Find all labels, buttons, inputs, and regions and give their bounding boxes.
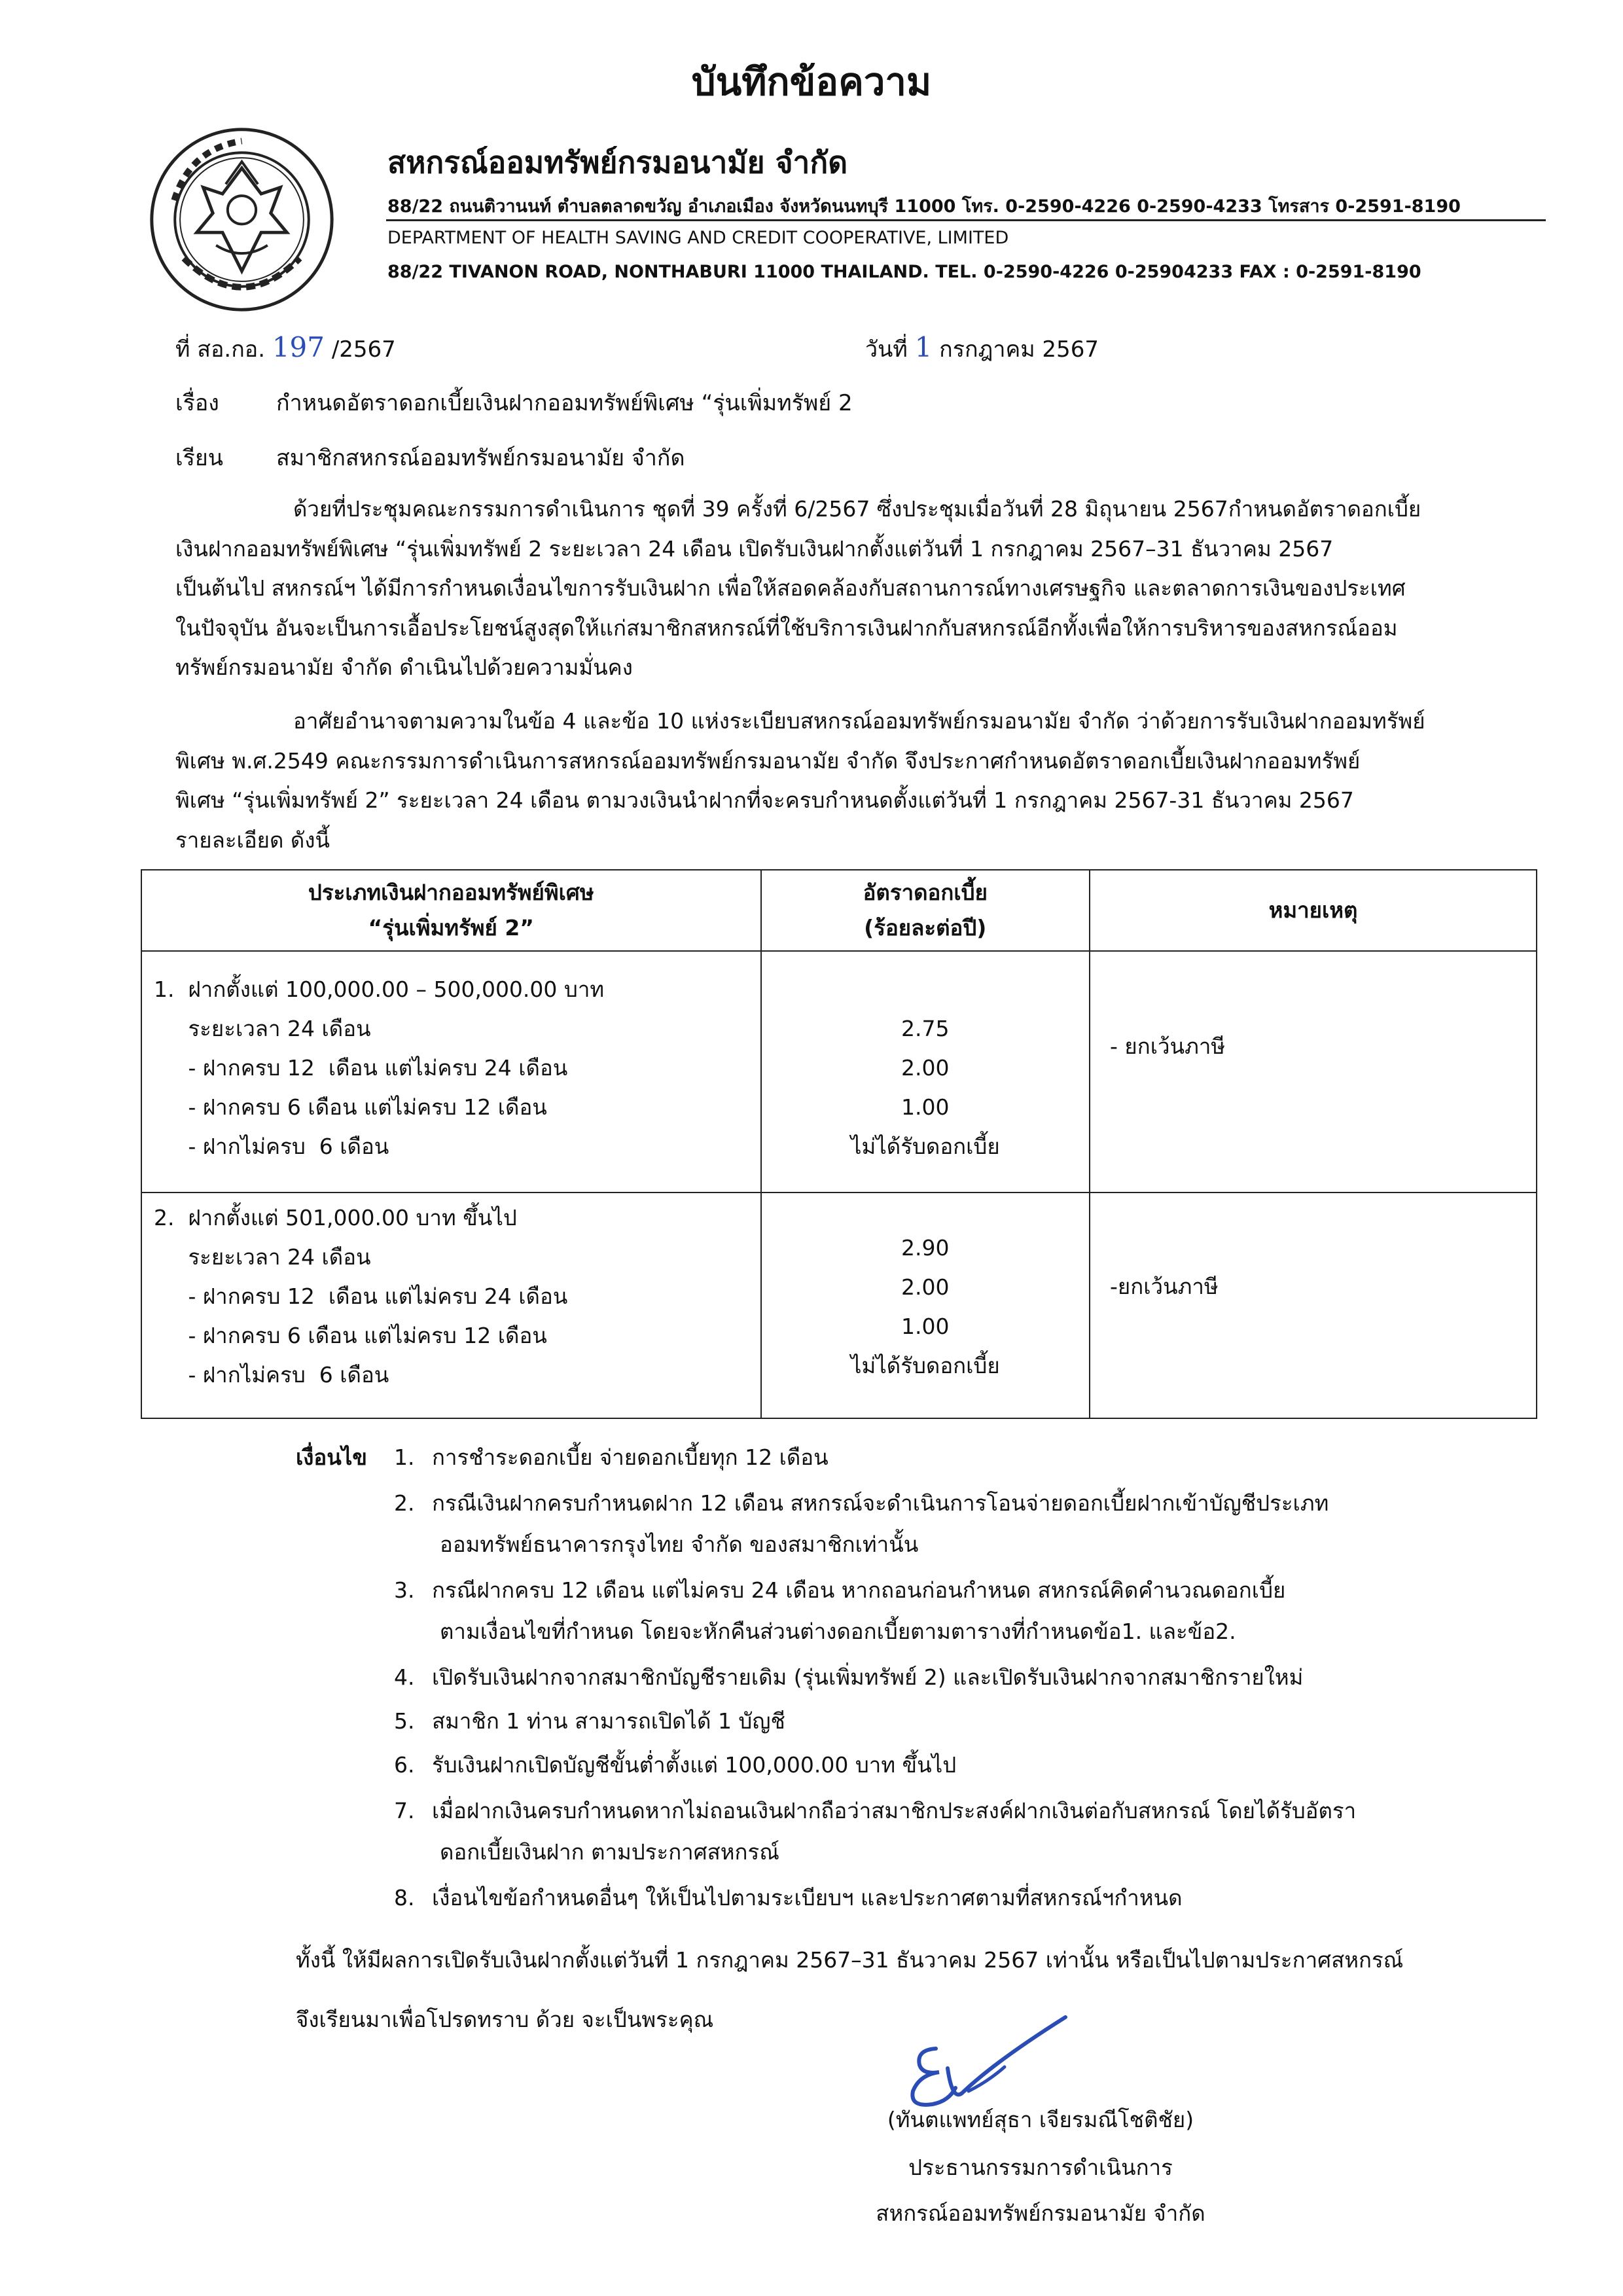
condition-text: ดอกเบี้ยเงินฝาก ตามประกาศสหกรณ์ [440,1839,779,1865]
deposit-line: ระยะเวลา 24 เดือน [154,1016,371,1041]
deposit-line: - ฝากไม่ครบ 6 เดือน [154,1134,389,1159]
condition-text: เปิดรับเงินฝากจากสมาชิกบัญชีรายเดิม (รุ่นเพิ่มทรัพย์ 2) และเปิดรับเงินฝากจากสมาชิกรายใหม่ [432,1664,1304,1690]
condition-text: การชำระดอกเบี้ย จ่ายดอกเบี้ยทุก 12 เดือน [432,1444,829,1470]
deposit-line: - ฝากครบ 12 เดือน แต่ไม่ครบ 24 เดือน [154,1055,568,1081]
rate-value: 2.00 [901,1274,950,1300]
doc-ref-suffix: /2567 [331,336,396,363]
condition-num: 1. [394,1444,415,1470]
tax-exempt-note: - ยกเว้นภาษี [1110,1033,1226,1059]
doc-date [865,331,1099,367]
paragraph-line: ในปัจจุบัน อันจะเป็นการเอื้อประโยชน์สูงสุดให้แก่สมาชิกสหกรณ์ที่ใช้บริการเงินฝากกับสหกรณ์อีกทั้งเพื่อให้การบริหารของสหกรณ์ออม [175,615,1398,641]
deposit-line: - ฝากครบ 6 เดือน แต่ไม่ครบ 12 เดือน [154,1322,547,1348]
tax-exempt-note: -ยกเว้นภาษี [1110,1273,1219,1299]
date-day-handwritten: 1 [914,331,933,363]
date-month-year: กรกฎาคม 2567 [939,336,1099,363]
cooperative-seal-icon [145,123,338,316]
signatory-org: สหกรณ์ออมทรัพย์กรมอนามัย จำกัด [876,2200,1205,2226]
paragraph-line: พิเศษ พ.ศ.2549 คณะกรรมการดำเนินการสหกรณ์ออมทรัพย์กรมอนามัย จำกัด จึงประกาศกำหนดอัตราดอกเบี้ยเงินฝากออมทรัพย์ [175,747,1361,774]
doc-ref-prefix: ที่ สอ.กอ. [175,336,266,363]
paragraph-1 [175,490,1533,688]
interest-rate-table [141,869,1537,1419]
condition-text: เงื่อนไขข้อกำหนดอื่นๆ ให้เป็นไปตามระเบียบฯ และประกาศตามที่สหกรณ์ฯกำหนด [432,1885,1183,1910]
condition-num: 8. [394,1885,415,1910]
deposit-type-cell [141,951,761,1193]
to-text: สมาชิกสหกรณ์ออมทรัพย์กรมอนามัย จำกัด [276,445,685,471]
paragraph-line: ทรัพย์กรมอนามัย จำกัด ดำเนินไปด้วยความมั่นคง [175,655,633,680]
condition-num: 6. [394,1752,415,1778]
paragraph-line: รายละเอียด ดังนี้ [175,827,330,853]
condition-num: 2. [394,1490,415,1516]
closing-statement: ทั้งนี้ ให้มีผลการเปิดรับเงินฝากตั้งแต่วันที่ 1 กรกฎาคม 2567–31 ธันวาคม 2567 เท่านั้น หรือเป็นไปตามประกาศสหกรณ์ [296,1947,1404,1973]
condition-num: 5. [394,1708,415,1734]
paragraph-line: ด้วยที่ประชุมคณะกรรมการดำเนินการ ชุดที่ 39 ครั้งที่ 6/2567 ซึ่งประชุมเมื่อวันที่ 28 มิถุนายน 2567กำหนดอัตราดอกเบี้ย [293,496,1421,522]
note-cell [1090,1193,1537,1418]
subject-text: กำหนดอัตราดอกเบี้ยเงินฝากออมทรัพย์พิเศษ “รุ่นเพิ่มทรัพย์ 2 [276,390,853,416]
header-divider [386,219,1546,221]
signatory-name: (ทันตแพทย์สุธา เจียรมณีโชติชัย) [887,2107,1194,2132]
condition-num: 4. [394,1664,415,1690]
rate-value: ไม่ได้รับดอกเบี้ย [850,1134,1000,1159]
condition-text: เมื่อฝากเงินครบกำหนดหากไม่ถอนเงินฝากถือว่าสมาชิกประสงค์ฝากเงินต่อกับสหกรณ์ โดยได้รับอัตรา [432,1798,1357,1823]
header-interest-rate [761,870,1090,951]
org-address-thai: 88/22 ถนนติวานนท์ ตำบลตลาดขวัญ อำเภอเมือง จังหวัดนนทบุรี 11000 โทร. 0-2590-4226 0-2590-4233 โทรสาร 0-2591-8190 [387,196,1461,217]
org-name-english: DEPARTMENT OF HEALTH SAVING AND CREDIT COOPERATIVE, LIMITED [387,228,1009,248]
rate-value: 1.00 [901,1094,950,1120]
condition-text: ออมทรัพย์ธนาคารกรุงไทย จำกัด ของสมาชิกเท่านั้น [440,1532,919,1557]
table-header-row [141,870,1537,951]
rate-value: 1.00 [901,1313,950,1339]
header-rate-line2: (ร้อยละต่อปี) [864,915,987,941]
paragraph-line: อาศัยอำนาจตามความในข้อ 4 และข้อ 10 แห่งระเบียบสหกรณ์ออมทรัพย์กรมอนามัย จำกัด ว่าด้วยการรับเงินฝากออมทรัพย์ [293,708,1425,734]
rate-cell [761,1193,1090,1418]
deposit-type-cell [141,1193,761,1418]
date-prefix: วันที่ [865,336,908,363]
rate-value: 2.75 [901,1016,950,1041]
deposit-line: - ฝากไม่ครบ 6 เดือน [154,1361,389,1388]
header-note: หมายเหตุ [1090,870,1537,951]
rate-value: 2.00 [901,1055,950,1081]
conditions-label: เงื่อนไข [296,1444,367,1470]
note-cell [1090,951,1537,1193]
org-name-thai: สหกรณ์ออมทรัพย์กรมอนามัย จำกัด [387,145,848,180]
deposit-line: 1. ฝากตั้งแต่ 100,000.00 – 500,000.00 บาท [154,977,605,1002]
header-deposit-type [141,870,761,951]
paragraph-2 [175,702,1533,860]
table-row [141,1193,1537,1418]
deposit-line: 2. ฝากตั้งแต่ 501,000.00 บาท ขึ้นไป [154,1204,517,1230]
header-rate-line1: อัตราดอกเบี้ย [863,880,988,905]
paragraph-line: พิเศษ “รุ่นเพิ่มทรัพย์ 2” ระยะเวลา 24 เดือน ตามวงเงินนำฝากที่จะครบกำหนดตั้งแต่วันที่ 1 กรกฎาคม 2567-31 ธันวาคม 2567 [175,787,1354,813]
header-type-line1: ประเภทเงินฝากออมทรัพย์พิเศษ [308,880,594,905]
org-address-english: 88/22 TIVANON ROAD, NONTHABURI 11000 THAILAND. TEL. 0-2590-4226 0-25904233 FAX : 0-2591-8190 [387,262,1421,282]
condition-text: สมาชิก 1 ท่าน สามารถเปิดได้ 1 บัญชี [432,1708,785,1734]
deposit-line: ระยะเวลา 24 เดือน [154,1244,371,1270]
deposit-line: - ฝากครบ 6 เดือน แต่ไม่ครบ 12 เดือน [154,1094,547,1120]
condition-num: 7. [394,1798,415,1823]
doc-ref-number [175,331,396,367]
rate-value: 2.90 [901,1234,950,1261]
closing-request: จึงเรียนมาเพื่อโปรดทราบ ด้วย จะเป็นพระคุณ [296,2007,714,2032]
rate-cell [761,951,1090,1193]
to-label: เรียน [175,445,224,471]
doc-number-handwritten: 197 [272,331,325,363]
condition-num: 3. [394,1577,415,1603]
condition-text: กรณีฝากครบ 12 เดือน แต่ไม่ครบ 24 เดือน หากถอนก่อนกำหนด สหกรณ์คิดคำนวณดอกเบี้ย [432,1577,1286,1603]
signatory-position: ประธานกรรมการดำเนินการ [908,2155,1173,2180]
condition-text: รับเงินฝากเปิดบัญชีขั้นต่ำตั้งแต่ 100,000.00 บาท ขึ้นไป [432,1752,957,1778]
paragraph-line: เป็นต้นไป สหกรณ์ฯ ได้มีการกำหนดเงื่อนไขการรับเงินฝาก เพื่อให้สอดคล้องกับสถานการณ์ทางเศรษฐกิจ และตลาดการเงินของประเทศ [175,575,1406,601]
paragraph-line: เงินฝากออมทรัพย์พิเศษ “รุ่นเพิ่มทรัพย์ 2 ระยะเวลา 24 เดือน เปิดรับเงินฝากตั้งแต่วันที่ 1 กรกฎาคม 2567–31 ธันวาคม 2567 [175,535,1334,562]
rate-value: ไม่ได้รับดอกเบี้ย [850,1352,1000,1378]
header-type-line2: “รุ่นเพิ่มทรัพย์ 2” [368,915,534,941]
subject-label: เรื่อง [175,390,219,416]
memo-title: บันทึกข้อความ [691,60,932,104]
deposit-line: - ฝากครบ 12 เดือน แต่ไม่ครบ 24 เดือน [154,1283,568,1309]
condition-text: ตามเงื่อนไขที่กำหนด โดยจะหักคืนส่วนต่างดอกเบี้ยตามตารางที่กำหนดข้อ1. และข้อ2. [440,1619,1236,1644]
condition-text: กรณีเงินฝากครบกำหนดฝาก 12 เดือน สหกรณ์จะดำเนินการโอนจ่ายดอกเบี้ยฝากเข้าบัญชีประเภท [432,1490,1329,1516]
table-row [141,951,1537,1193]
